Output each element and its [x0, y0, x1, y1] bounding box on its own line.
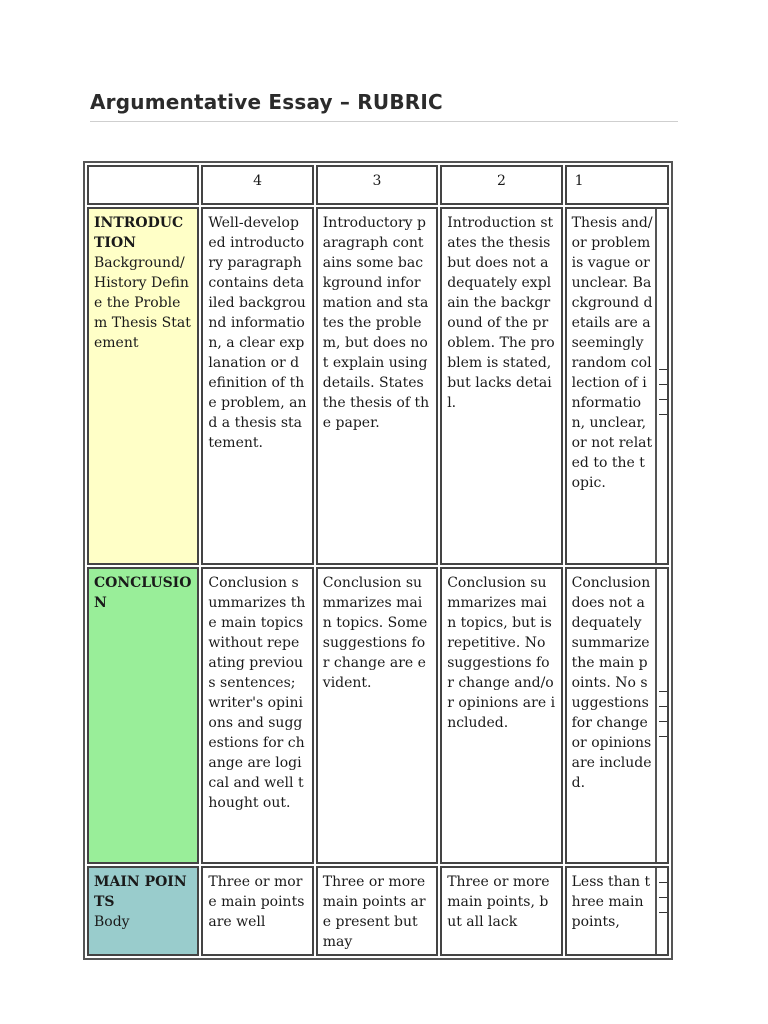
header-cell-score-2: 2 — [440, 165, 562, 205]
criterion-cell-conclusion — [87, 567, 199, 864]
rubric-cell: Three or more main points are present but may — [316, 866, 438, 956]
table-row-main-points — [87, 866, 669, 956]
criterion-subtitle: Background/History Define the Problem Thesis Statement — [94, 255, 191, 351]
rubric-cell: Conclusion summarizes the main topics without repeating previous sentences; writer's opinions and suggestions for change are logical and well thought out. — [201, 567, 313, 864]
criterion-title: CONCLUSION — [94, 575, 192, 611]
rubric-cell: Well-developed introductory paragraph contains detailed background information, a clear explanation or definition of the problem, and a thesis statement. — [201, 207, 313, 565]
table-row-introduction — [87, 207, 669, 565]
rubric-cell-text: Conclusion does not adequately summarize the main points. No suggestions for change or opinions are included. — [571, 575, 652, 791]
rubric-cell-text: Thesis and/or problem is vague or unclear. Background details are a seemingly random collection of information, unclear, or not related to the topic. — [571, 215, 653, 491]
header-cell-score-3: 3 — [316, 165, 438, 205]
header-row — [87, 165, 669, 205]
criterion-title: INTRODUCTION — [94, 215, 184, 251]
table-row-conclusion — [87, 567, 669, 864]
rubric-cell: Conclusion summarizes main topics. Some suggestions for change are evident. — [316, 567, 438, 864]
rubric-cell — [565, 866, 669, 956]
criterion-subtitle: Body — [94, 914, 130, 930]
cutoff-marks — [659, 369, 667, 429]
rubric-cell — [565, 207, 669, 565]
title-divider — [90, 121, 678, 122]
rubric-cell-text: Less than three main points, — [571, 874, 651, 930]
rubric-table — [83, 161, 673, 960]
rubric-cell: Introductory paragraph contains some background information and states the problem, but does not explain using details. States the thesis of the paper. — [316, 207, 438, 565]
rubric-cell: Conclusion summarizes main topics, but is repetitive. No suggestions for change and/or opinions are included. — [440, 567, 562, 864]
rubric-cell: Introduction states the thesis but does not adequately explain the background of the problem. The problem is stated, but lacks detail. — [440, 207, 562, 565]
criterion-title: MAIN POINTS — [94, 874, 187, 910]
rubric-cell — [565, 567, 669, 864]
header-cell-criteria — [87, 165, 199, 205]
cutoff-marks — [659, 882, 667, 927]
page-title: Argumentative Essay – RUBRIC — [90, 90, 443, 114]
cutoff-marks — [659, 691, 667, 751]
header-cell-score-1: 1 — [565, 165, 669, 205]
rubric-cell: Three or more main points, but all lack — [440, 866, 562, 956]
header-cell-score-4: 4 — [201, 165, 313, 205]
rubric-cell: Three or more main points are well — [201, 866, 313, 956]
criterion-cell-main-points — [87, 866, 199, 956]
criterion-cell-introduction — [87, 207, 199, 565]
